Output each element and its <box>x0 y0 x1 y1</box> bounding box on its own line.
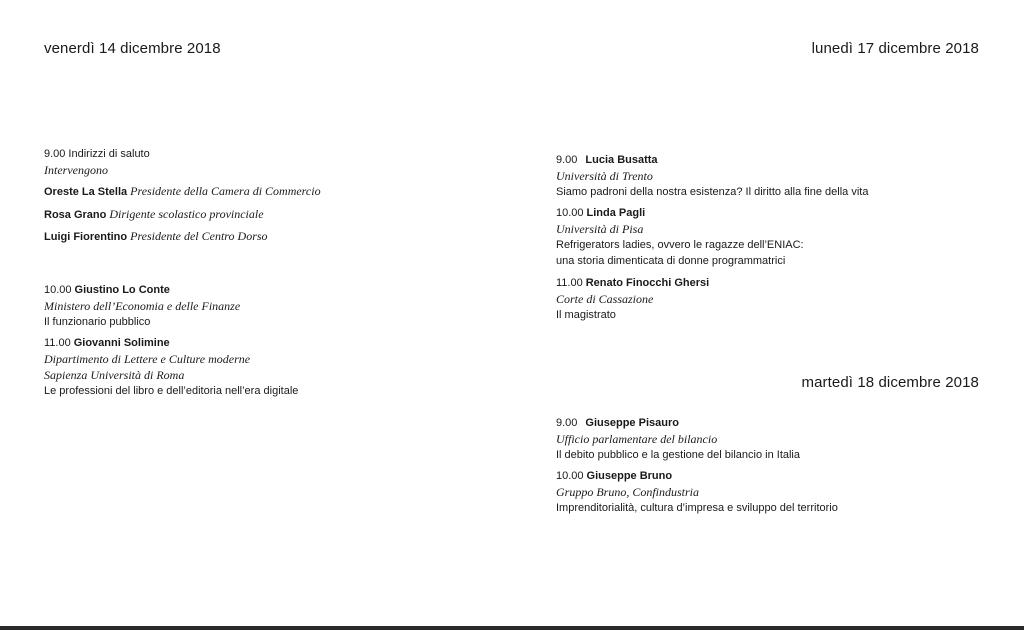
greeter-entry <box>44 206 264 223</box>
opening-time: 9.00 <box>44 148 66 160</box>
talk-topic: una storia dimenticata di donne programmatrici <box>556 255 786 267</box>
talk-affiliation: Gruppo Bruno, Confindustria <box>556 485 700 499</box>
talk-topic: Il magistrato <box>556 309 616 321</box>
talk-affiliation: Dipartimento di Lettere e Culture moderne <box>44 352 251 366</box>
talk-topic: Le professioni del libro e dell’editoria nell’era digitale <box>44 385 299 397</box>
talk-entry <box>44 282 240 330</box>
talk-entry <box>556 205 804 269</box>
talk-speaker: Linda Pagli <box>586 207 646 219</box>
talk-speaker: Giuseppe Bruno <box>586 470 673 482</box>
talk-entry <box>556 415 800 463</box>
talk-speaker: Lucia Busatta <box>585 154 658 166</box>
friday-opening <box>44 146 150 178</box>
talk-affiliation: Sapienza Università di Roma <box>44 368 185 382</box>
greeter-role: Presidente del Centro Dorso <box>130 229 268 243</box>
talk-topic: Refrigerators ladies, ovvero le ragazze dell’ENIAC: <box>556 239 804 251</box>
talk-topic: Il debito pubblico e la gestione del bilancio in Italia <box>556 449 800 461</box>
talk-time: 10.00 <box>44 284 72 296</box>
talk-time: 9.00 <box>556 154 578 166</box>
talk-entry <box>44 335 298 399</box>
opening-subtitle: Intervengono <box>44 163 108 177</box>
greeter-name: Luigi Fiorentino <box>44 231 128 243</box>
talk-speaker: Renato Finocchi Ghersi <box>585 277 710 289</box>
talk-topic: Il funzionario pubblico <box>44 316 151 328</box>
talk-speaker: Giovanni Solimine <box>73 337 170 349</box>
opening-title-line <box>44 146 150 162</box>
talk-time: 11.00 <box>556 277 583 289</box>
talk-entry <box>556 468 838 516</box>
greeter-entry <box>44 228 268 245</box>
talk-time: 10.00 <box>556 470 584 482</box>
friday-date-heading: venerdì 14 dicembre 2018 <box>44 40 221 57</box>
talk-affiliation: Ministero dell’Economia e delle Finanze <box>44 299 241 313</box>
talk-entry <box>556 275 709 323</box>
talk-header <box>44 282 240 298</box>
talk-header <box>556 415 800 431</box>
talk-speaker: Giustino Lo Conte <box>74 284 170 296</box>
talk-topic: Siamo padroni della nostra esistenza? Il diritto alla fine della vita <box>556 186 869 198</box>
opening-title: Indirizzi di saluto <box>68 148 150 160</box>
talk-affiliation: Università di Trento <box>556 169 653 183</box>
talk-header <box>556 468 838 484</box>
greeter-role: Dirigente scolastico provinciale <box>109 207 264 221</box>
talk-header <box>556 152 868 168</box>
greeter-name: Oreste La Stella <box>44 186 128 198</box>
talk-header <box>44 335 298 351</box>
talk-time: 9.00 <box>556 417 578 429</box>
greeter-name: Rosa Grano <box>44 209 107 221</box>
talk-affiliation: Corte di Cassazione <box>556 292 654 306</box>
bottom-border <box>0 626 1024 630</box>
talk-affiliation: Università di Pisa <box>556 222 644 236</box>
talk-entry <box>556 152 868 200</box>
greeter-entry <box>44 183 321 200</box>
tuesday-date-heading: martedì 18 dicembre 2018 <box>801 374 979 391</box>
monday-date-heading: lunedì 17 dicembre 2018 <box>811 40 979 57</box>
talk-affiliation: Ufficio parlamentare del bilancio <box>556 432 718 446</box>
talk-header <box>556 275 709 291</box>
greeter-role: Presidente della Camera di Commercio <box>130 184 321 198</box>
talk-time: 11.00 <box>44 337 71 349</box>
talk-header <box>556 205 804 221</box>
talk-topic: Imprenditorialità, cultura d’impresa e sviluppo del territorio <box>556 502 838 514</box>
talk-time: 10.00 <box>556 207 584 219</box>
talk-speaker: Giuseppe Pisauro <box>585 417 679 429</box>
